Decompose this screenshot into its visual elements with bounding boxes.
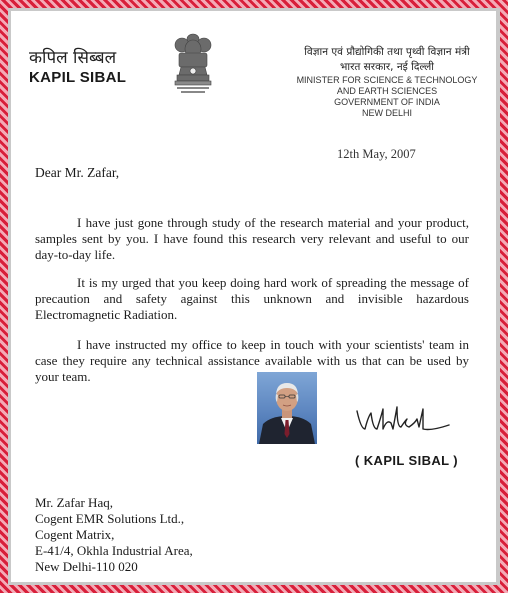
recipient-street: E-41/4, Okhla Industrial Area, <box>35 543 193 558</box>
portrait-icon <box>257 372 317 444</box>
signatory-name: ( KAPIL SIBAL ) <box>355 453 459 468</box>
national-emblem-icon <box>169 31 217 95</box>
letterhead-name-english: KAPIL SIBAL <box>29 69 127 86</box>
letterhead-name-hindi: कपिल सिब्बल <box>29 48 117 68</box>
recipient-address <box>35 495 193 575</box>
recipient-company: Cogent EMR Solutions Ltd., <box>35 511 185 526</box>
body-paragraph-2: It is my urged that you keep doing hard work of spreading the message of precaution and safety against this unknown and invisible hazardous Electromagnetic Radiation. <box>35 275 469 322</box>
salutation: Dear Mr. Zafar, <box>35 165 120 180</box>
office-city: NEW DELHI <box>361 108 412 118</box>
letter-page <box>11 11 496 582</box>
office-title-english-1: MINISTER FOR SCIENCE & TECHNOLOGY <box>296 75 478 85</box>
handwritten-signature <box>353 399 471 441</box>
recipient-building: Cogent Matrix, <box>35 527 115 542</box>
office-title-english-2: AND EARTH SCIENCES <box>336 86 438 96</box>
letter-date: 12th May, 2007 <box>337 147 416 161</box>
office-title-hindi: विज्ञान एवं प्रौद्योगिकी तथा पृथ्वी विज्ञान मंत्री <box>304 46 470 58</box>
recipient-city: New Delhi-110 020 <box>35 559 138 574</box>
body-paragraph-1: I have just gone through study of the research material and your product, samples sent by you. I have found this research very relevant and useful to our day-to-day life. <box>35 215 469 262</box>
office-government: GOVERNMENT OF INDIA <box>334 97 440 107</box>
recipient-name: Mr. Zafar Haq, <box>35 495 113 510</box>
signatory-photo <box>257 372 317 444</box>
office-location-hindi: भारत सरकार, नई दिल्ली <box>339 61 435 73</box>
body-paragraph-3: I have instructed my office to keep in touch with your scientists' team in case they require any technical assistance available with us that can be used by your team. <box>35 337 469 384</box>
letterhead-office <box>273 45 501 119</box>
